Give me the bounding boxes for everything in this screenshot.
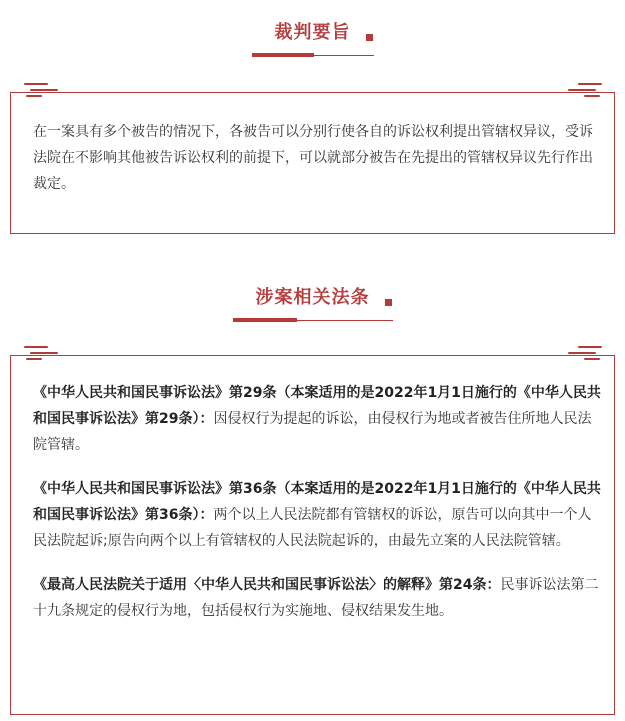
title-underline-thin	[297, 320, 393, 321]
square-decoration	[366, 34, 373, 41]
corner-decoration-left	[24, 83, 58, 97]
title-underline-thick	[252, 53, 314, 57]
section-title: 裁判要旨	[274, 22, 351, 43]
square-decoration	[385, 299, 392, 306]
law-article-29: 《中华人民共和国民事诉讼法》第29条（本案适用的是2022年1月1日施行的《中华人民共和国民事诉讼法》第29条）：因侵权行为提起的诉讼，由侵权行为地或者被告住所地人民法院管辖。	[33, 385, 601, 453]
section-heading-ruling	[0, 18, 625, 58]
related-laws-text	[33, 380, 605, 642]
corner-decoration-right	[568, 83, 602, 97]
corner-decoration-left	[24, 346, 58, 360]
related-laws-box	[10, 355, 615, 715]
law-interpretation-24: 《最高人民法院关于适用〈中华人民共和国民事诉讼法〉的解释》第24条：民事诉讼法第二十九条规定的侵权行为地，包括侵权行为实施地、侵权结果发生地。	[33, 577, 599, 619]
title-underline-thick	[233, 318, 297, 322]
ruling-summary-text: 在一案具有多个被告的情况下，各被告可以分别行使各自的诉讼权利提出管辖权异议，受诉法院在不影响其他被告诉讼权利的前提下，可以就部分被告在先提出的管辖权异议先行作出裁定。	[33, 124, 593, 192]
section-title: 涉案相关法条	[255, 287, 370, 308]
title-underline-thin	[314, 55, 374, 56]
ruling-summary-box	[10, 92, 615, 234]
law-article-36: 《中华人民共和国民事诉讼法》第36条（本案适用的是2022年1月1日施行的《中华人民共和国民事诉讼法》第36条）：两个以上人民法院都有管辖权的诉讼，原告可以向其中一个人民法院起诉;原告向两个以上有管辖权的人民法院起诉的，由最先立案的人民法院管辖。	[33, 481, 601, 549]
section-heading-laws	[0, 283, 625, 323]
corner-decoration-right	[568, 346, 602, 360]
